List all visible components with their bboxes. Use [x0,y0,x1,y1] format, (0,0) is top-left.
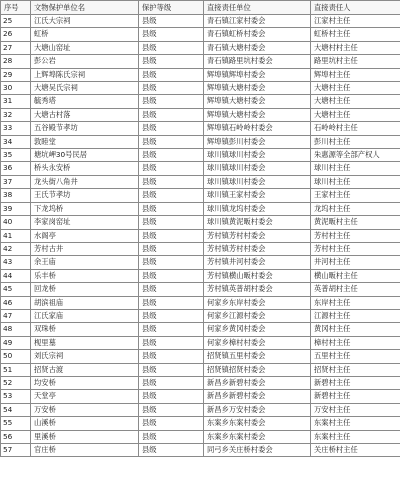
cell-protection-level: 县级 [139,309,204,322]
cell-site-name: 双珠桥 [31,323,139,336]
table-row [1,350,400,363]
cell-responsible-unit: 球川镇球川村委会 [204,149,311,162]
cell-responsible-person: 井河村主任 [311,256,400,269]
cell-protection-level: 县级 [139,28,204,41]
cell-protection-level: 县级 [139,15,204,28]
cell-responsible-person: 招贤村主任 [311,363,400,376]
cell-index: 38 [1,189,31,202]
cell-index: 47 [1,309,31,322]
cell-responsible-person: 东案村主任 [311,417,400,430]
cell-responsible-person: 英普胡村主任 [311,283,400,296]
cell-responsible-unit: 辉埠镇辉埠村委会 [204,68,311,81]
cell-site-name: 刘氏宗祠 [31,350,139,363]
cell-site-name: 均安桥 [31,376,139,389]
cell-responsible-unit: 芳村镇横山畈村委会 [204,269,311,282]
cell-protection-level: 县级 [139,242,204,255]
cell-responsible-unit: 芳村镇英普胡村委会 [204,283,311,296]
header-site-name: 文物保护单位名 [31,1,139,15]
cell-responsible-unit: 辉埠镇石岭岭村委会 [204,122,311,135]
cell-site-name: 胡滨祖庙 [31,296,139,309]
table-row [1,15,400,28]
cell-site-name: 虹桥 [31,28,139,41]
table-row [1,189,400,202]
table-row [1,55,400,68]
cell-site-name: 枧里墓 [31,336,139,349]
cell-site-name: 毓秀塔 [31,95,139,108]
table-row [1,108,400,121]
cell-site-name: 山溪桥 [31,417,139,430]
cell-responsible-unit: 辉埠镇大塘村委会 [204,108,311,121]
cell-responsible-unit: 青石镇大塘村委会 [204,41,311,54]
cell-index: 30 [1,82,31,95]
cell-responsible-unit: 何家乡樟村村委会 [204,336,311,349]
cell-index: 44 [1,269,31,282]
cell-responsible-person: 关庄桥村主任 [311,444,400,457]
cell-responsible-person: 龙坞村主任 [311,202,400,215]
cell-site-name: 五谷殿节孝坊 [31,122,139,135]
cell-site-name: 江氏大宗祠 [31,15,139,28]
cell-index: 46 [1,296,31,309]
header-protection-level: 保护等级 [139,1,204,15]
cell-site-name: 芳村古井 [31,242,139,255]
cell-protection-level: 县级 [139,149,204,162]
cell-responsible-person: 黄泥畈村主任 [311,216,400,229]
header-responsible-unit: 直接责任单位 [204,1,311,15]
cell-index: 50 [1,350,31,363]
cell-index: 37 [1,175,31,188]
cell-index: 31 [1,95,31,108]
cell-protection-level: 县级 [139,403,204,416]
table-row [1,41,400,54]
cell-protection-level: 县级 [139,323,204,336]
cell-responsible-person: 东岸村主任 [311,296,400,309]
cell-responsible-unit: 青石镇虹桥村委会 [204,28,311,41]
table-row [1,403,400,416]
table-row [1,269,400,282]
cell-protection-level: 县级 [139,108,204,121]
cell-index: 42 [1,242,31,255]
cell-protection-level: 县级 [139,296,204,309]
table-row [1,309,400,322]
table-row [1,430,400,443]
table-row [1,122,400,135]
cell-index: 35 [1,149,31,162]
table-row [1,202,400,215]
cell-site-name: 大塘山窑址 [31,41,139,54]
cell-site-name: 王氏节孝坊 [31,189,139,202]
table-row [1,162,400,175]
cell-protection-level: 县级 [139,95,204,108]
cell-responsible-unit: 球川镇王家村委会 [204,189,311,202]
table-row [1,135,400,148]
table-row [1,28,400,41]
cell-responsible-person: 大塘村主任 [311,108,400,121]
table-row [1,283,400,296]
cell-index: 57 [1,444,31,457]
cell-responsible-unit: 辉埠镇彭川村委会 [204,135,311,148]
cell-index: 55 [1,417,31,430]
cell-responsible-person: 芳村村主任 [311,229,400,242]
cell-responsible-unit: 何家乡江源村委会 [204,309,311,322]
cell-protection-level: 县级 [139,363,204,376]
cell-index: 45 [1,283,31,296]
cell-site-name: 里溪桥 [31,430,139,443]
cell-site-name: 江氏家庙 [31,309,139,322]
table-row [1,68,400,81]
table-header-row [1,1,400,15]
cell-responsible-unit: 同弓乡关庄桥村委会 [204,444,311,457]
cell-site-name: 回龙桥 [31,283,139,296]
cell-site-name: 塘坑岬30号民居 [31,149,139,162]
cell-protection-level: 县级 [139,430,204,443]
cell-responsible-person: 王家村主任 [311,189,400,202]
cell-protection-level: 县级 [139,390,204,403]
cell-responsible-person: 黄冈村主任 [311,323,400,336]
cell-responsible-unit: 辉埠镇大塘村委会 [204,82,311,95]
cell-responsible-unit: 东案乡东案村委会 [204,417,311,430]
cell-responsible-person: 新碧村主任 [311,390,400,403]
cell-site-name: 桥头永安桥 [31,162,139,175]
cell-responsible-person: 石岭岭村主任 [311,122,400,135]
cell-responsible-unit: 招贤镇五里村委会 [204,350,311,363]
cell-protection-level: 县级 [139,269,204,282]
cell-index: 40 [1,216,31,229]
cell-protection-level: 县级 [139,417,204,430]
cell-protection-level: 县级 [139,175,204,188]
cell-responsible-unit: 青石镇江家村委会 [204,15,311,28]
cell-index: 33 [1,122,31,135]
cell-responsible-person: 五里村主任 [311,350,400,363]
cell-protection-level: 县级 [139,122,204,135]
cell-site-name: 天堂亭 [31,390,139,403]
cell-responsible-unit: 新昌乡新碧村委会 [204,390,311,403]
cell-site-name: 敦睦堂 [31,135,139,148]
table-row [1,242,400,255]
cell-protection-level: 县级 [139,336,204,349]
cell-site-name: 余王庙 [31,256,139,269]
table-row [1,336,400,349]
cell-index: 41 [1,229,31,242]
cell-responsible-person: 辉埠村主任 [311,68,400,81]
cell-site-name: 下龙坞桥 [31,202,139,215]
cell-responsible-person: 樟村村主任 [311,336,400,349]
table-row [1,82,400,95]
header-responsible-person: 直接责任人 [311,1,400,15]
cell-responsible-unit: 何家乡东岸村委会 [204,296,311,309]
cell-site-name: 招贤古渡 [31,363,139,376]
cell-site-name: 彭公岩 [31,55,139,68]
cell-index: 56 [1,430,31,443]
cell-protection-level: 县级 [139,82,204,95]
table-row [1,323,400,336]
cell-site-name: 龙头街八角井 [31,175,139,188]
cell-index: 48 [1,323,31,336]
table-row [1,216,400,229]
cell-responsible-person: 路里坑村主任 [311,55,400,68]
cell-responsible-unit: 球川镇龙坞村委会 [204,202,311,215]
cell-site-name: 乐丰桥 [31,269,139,282]
cell-responsible-unit: 芳村镇芳村村委会 [204,242,311,255]
cell-protection-level: 县级 [139,202,204,215]
cell-site-name: 大塘吴氏宗祠 [31,82,139,95]
cell-responsible-person: 新碧村主任 [311,376,400,389]
table-body [1,15,400,457]
cell-responsible-person: 大塘村村主任 [311,41,400,54]
cell-index: 39 [1,202,31,215]
cell-index: 43 [1,256,31,269]
cell-protection-level: 县级 [139,68,204,81]
cell-protection-level: 县级 [139,41,204,54]
table-row [1,229,400,242]
cell-site-name: 官庄桥 [31,444,139,457]
cell-responsible-unit: 东案乡东案村委会 [204,430,311,443]
table-row [1,376,400,389]
table-row [1,95,400,108]
cell-responsible-unit: 球川镇球川村委会 [204,175,311,188]
cell-index: 34 [1,135,31,148]
cell-responsible-unit: 新昌乡万安村委会 [204,403,311,416]
cell-site-name: 大塘古村落 [31,108,139,121]
table-row [1,149,400,162]
cell-site-name: 水阁亭 [31,229,139,242]
cell-protection-level: 县级 [139,229,204,242]
table-row [1,390,400,403]
cell-responsible-unit: 芳村镇井河村委会 [204,256,311,269]
cell-index: 52 [1,376,31,389]
cell-responsible-person: 球川村主任 [311,175,400,188]
cell-index: 29 [1,68,31,81]
cell-responsible-person: 彭川村主任 [311,135,400,148]
cell-protection-level: 县级 [139,256,204,269]
cell-responsible-unit: 新昌乡新碧村委会 [204,376,311,389]
cell-responsible-person: 横山畈村主任 [311,269,400,282]
cell-index: 53 [1,390,31,403]
cell-responsible-person: 大塘村主任 [311,82,400,95]
cell-index: 54 [1,403,31,416]
cell-responsible-person: 东案村主任 [311,430,400,443]
cell-responsible-unit: 青石镇路里坑村委会 [204,55,311,68]
table-row [1,296,400,309]
cell-protection-level: 县级 [139,283,204,296]
cell-site-name: 万安桥 [31,403,139,416]
cell-index: 28 [1,55,31,68]
cell-responsible-unit: 球川镇黄泥畈村委会 [204,216,311,229]
cell-responsible-person: 万安村主任 [311,403,400,416]
cell-responsible-person: 大塘村主任 [311,95,400,108]
cell-index: 51 [1,363,31,376]
cell-protection-level: 县级 [139,444,204,457]
cell-responsible-unit: 辉埠镇大塘村委会 [204,95,311,108]
cell-responsible-unit: 招贤镇招贤村委会 [204,363,311,376]
cell-index: 25 [1,15,31,28]
cell-index: 49 [1,336,31,349]
cell-responsible-person: 江家村主任 [311,15,400,28]
cell-index: 32 [1,108,31,121]
cell-protection-level: 县级 [139,376,204,389]
table-row [1,256,400,269]
cell-protection-level: 县级 [139,162,204,175]
cell-protection-level: 县级 [139,350,204,363]
cell-responsible-unit: 球川镇球川村委会 [204,162,311,175]
cell-index: 26 [1,28,31,41]
header-index: 序号 [1,1,31,15]
cell-responsible-person: 江源村主任 [311,309,400,322]
cell-protection-level: 县级 [139,135,204,148]
cell-responsible-person: 朱惠源等全部产权人 [311,149,400,162]
cell-responsible-person: 虹桥村主任 [311,28,400,41]
cell-responsible-person: 球川村主任 [311,162,400,175]
cell-index: 36 [1,162,31,175]
cell-protection-level: 县级 [139,189,204,202]
cell-protection-level: 县级 [139,216,204,229]
table-row [1,417,400,430]
table-row [1,444,400,457]
table-row [1,363,400,376]
cell-index: 27 [1,41,31,54]
cell-responsible-person: 芳村村主任 [311,242,400,255]
cell-site-name: 上辉埠陈氏宗祠 [31,68,139,81]
cell-responsible-unit: 何家乡黄冈村委会 [204,323,311,336]
table-row [1,175,400,188]
cell-site-name: 李家岗窑址 [31,216,139,229]
cell-responsible-unit: 芳村镇芳村村委会 [204,229,311,242]
cell-protection-level: 县级 [139,55,204,68]
